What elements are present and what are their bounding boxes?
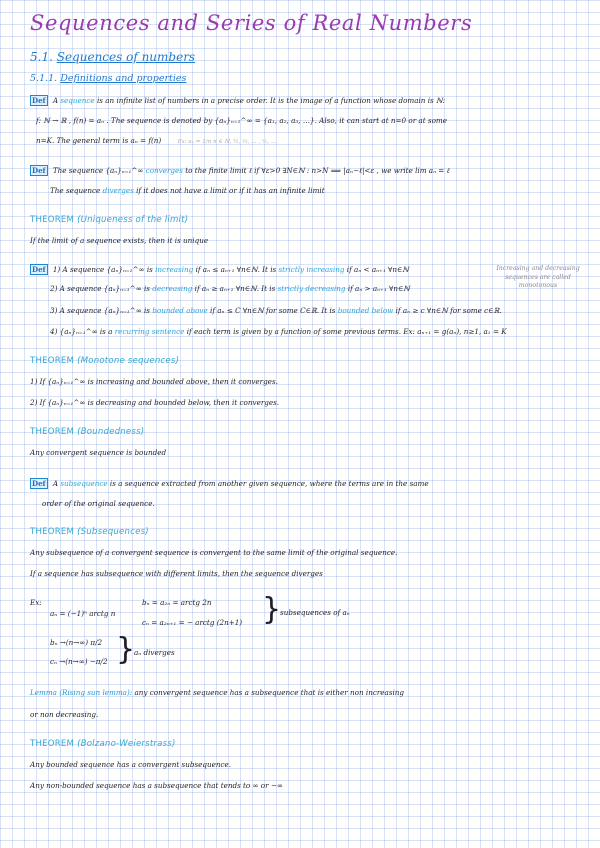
term-highlight: diverges [102,186,134,195]
theorem-subsequences-line2: If a sequence has subsequence with different limits, then the sequence diverges [30,569,323,578]
subsection-number: 5.1.1. [30,73,58,84]
subsection-title: Definitions and properties [60,73,187,84]
text: 4) {aₙ}ₙ₌₁^∞ is a [50,327,113,336]
text: A [52,96,59,105]
theorem-bw-line2: Any non-bounded sequence has a subsequence that tends to ∞ or −∞ [30,781,283,790]
text: 2) A sequence {aₙ}ₙ₌₁^∞ is [50,284,150,293]
theorem-label: THEOREM [30,739,75,749]
text: is a sequence extracted from another given sequence, where the terms are in the same [109,479,429,488]
brace: } [262,592,282,627]
text: if each term is given by a function of some previous terms. Ex: aₙ₊₁ = g(aₙ), n≥1, a₁ = K [186,327,507,336]
brace: } [116,632,136,667]
lemma-name: Lemma (Rising sun lemma): [30,688,133,697]
text: 3) A sequence {aₙ}ₙ₌₁^∞ is [50,306,150,315]
term-highlight: bounded above [152,306,208,315]
def3-item3 [50,306,502,316]
example-cn-limit: cₙ →(n→∞) −π/2 [50,657,108,666]
theorem-name: (Boundedness) [77,427,145,437]
lemma-line1 [30,688,404,698]
theorem-monotone-heading [30,356,179,366]
side-note-monotonous: Increasing and decreasing sequences are called monotonous [496,265,580,289]
theorem-uniqueness-heading [30,215,188,225]
subsection-heading [30,72,186,85]
def-label: Def [32,166,46,175]
theorem-uniqueness-body: If the limit of a sequence exists, then it is unique [30,236,209,245]
text: if aₙ ≤ aₙ₊₁ ∀n∈ℕ. It is [195,265,277,274]
section-title: Sequences of numbers [56,50,196,64]
example-note: Ex: aₙ = 1/n n ∈ ℕ, ½, ⅓, … , ¹⁄ₙ, … [177,139,277,145]
def4-line2: order of the original sequence. [42,499,155,508]
theorem-label: THEOREM [30,215,75,225]
term-highlight: increasing [155,265,194,274]
text: if aₙ ≥ c ∀n∈ℕ for some c∈ℝ. [395,306,502,315]
theorem-name: (Subsequences) [77,527,149,537]
theorem-bounded-body: Any convergent sequence is bounded [30,448,167,457]
theorem-name: (Bolzano-Weierstrass) [77,739,176,749]
def2-line2 [50,186,325,196]
theorem-label: THEOREM [30,356,75,366]
def-label: Def [32,96,46,105]
def-label: Def [32,479,46,488]
term-highlight: bounded below [337,306,394,315]
theorem-monotone-line1: 1) If {aₙ}ₙ₌₁^∞ is increasing and bounded above, then it converges. [30,377,278,386]
term-highlight: subsequence [60,479,108,488]
theorem-label: THEOREM [30,527,75,537]
theorem-name: (Monotone sequences) [77,356,180,366]
term-highlight: strictly increasing [278,265,345,274]
term-highlight: recurring sentence [114,327,185,336]
section-number: 5.1. [30,50,53,64]
def3-item4 [50,327,507,337]
example-subsequences-note: subsequences of aₙ [280,608,350,617]
theorem-subsequences-line1: Any subsequence of a convergent sequence is convergent to the same limit of the original sequence. [30,548,398,557]
def2-line1 [30,165,450,176]
def3-item2 [50,284,410,294]
def4-line1 [30,478,429,489]
text: The sequence [50,186,101,195]
text: to the finite limit ℓ if ∀ε>0 ∃N∈ℕ : n>N ⟹ |aₙ−ℓ|<ε , we write lim aₙ = ℓ [185,166,450,175]
example-bn-limit: bₙ →(n→∞) π/2 [50,638,103,647]
theorem-bounded-heading [30,427,144,437]
text: if aₙ > aₙ₊₁ ∀n∈ℕ [347,284,410,293]
lemma-line2: or non decreasing. [30,710,99,719]
text: A [52,479,59,488]
text: if it does not have a limit or if it has an infinite limit [136,186,325,195]
text: if aₙ < aₙ₊₁ ∀n∈ℕ [346,265,409,274]
text: if aₙ ≥ aₙ₊₁ ∀n∈ℕ. It is [194,284,276,293]
example-cn: cₙ = a₂ₙ₊₁ = − arctg (2n+1) [142,618,243,627]
term-highlight: converges [145,166,183,175]
page-title: Sequences and Series of Real Numbers [30,11,473,35]
theorem-label: THEOREM [30,427,75,437]
example-bn: bₙ = a₂ₙ = arctg 2n [142,598,212,607]
section-heading [30,49,195,65]
theorem-subsequences-heading [30,527,149,537]
term-highlight: decreasing [152,284,193,293]
def1-line1 [30,95,445,106]
def1-line3 [36,136,277,147]
def3-item1 [30,264,409,275]
text: if aₙ ≤ C ∀n∈ℕ for some C∈ℝ. It is [210,306,336,315]
term-highlight: sequence [60,96,95,105]
def-label: Def [32,265,46,274]
theorem-name: (Uniqueness of the limit) [77,215,189,225]
example-an: aₙ = (−1)ⁿ arctg n [50,609,116,618]
theorem-bw-line1: Any bounded sequence has a convergent subsequence. [30,760,232,769]
text: n=K. The general term is aₙ = f(n) [36,136,162,145]
theorem-monotone-line2: 2) If {aₙ}ₙ₌₁^∞ is decreasing and bounded below, then it converges. [30,398,280,407]
text: any convergent sequence has a subsequence that is either non increasing [134,688,405,697]
example-diverges-note: aₙ diverges [134,648,175,657]
text: is an infinite list of numbers in a precise order. It is the image of a function whose domain is ℕ: [96,96,445,105]
term-highlight: strictly decreasing [277,284,346,293]
theorem-bw-heading [30,739,176,749]
def1-line2: f: ℕ → ℝ , f(n) = aₙ . The sequence is denoted by {aₙ}ₙ₌₁^∞ = {a₁, a₂, a₃, …}. Also, it can start at n=0 or at some [36,116,447,125]
example-label: Ex: [30,598,42,607]
text: 1) A sequence {aₙ}ₙ₌₁^∞ is [52,265,153,274]
text: The sequence {aₙ}ₙ₌₁^∞ [52,166,144,175]
